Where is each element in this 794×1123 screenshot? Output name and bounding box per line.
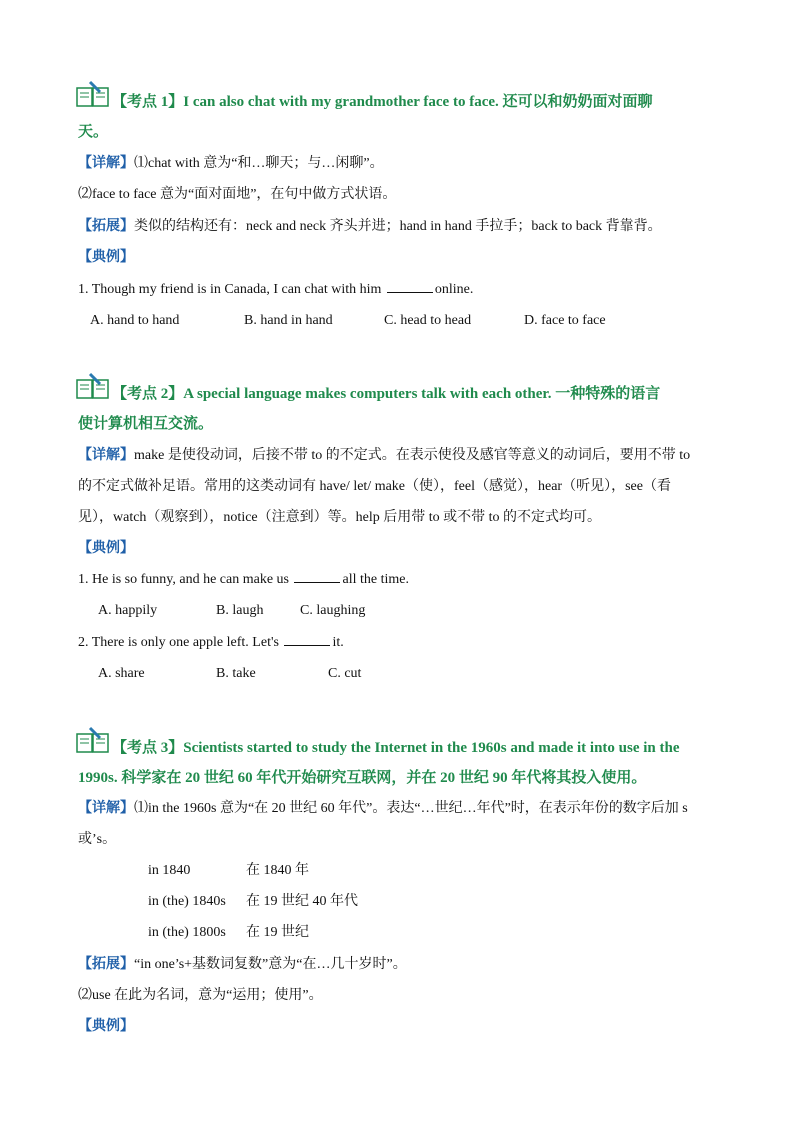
detail-label: 【详解】 (78, 156, 134, 171)
section1-detail-2: ⑵face to face 意为“面对面地”，在句中做方式状语。 (78, 187, 397, 202)
question-text-end: online. (434, 282, 474, 297)
section2-question-1 (78, 570, 409, 590)
table-row-en: in (the) 1840s (148, 894, 226, 909)
detail-text: make 是使役动词，后接不带 to 的不定式。在表示使役及感官等意义的动词后，要用不带 to (134, 448, 691, 463)
section2-detail-3: 见），watch（观察到），notice（注意到）等。help 后用带 to 或不带 to 的不定式均可。 (78, 510, 602, 525)
question-text: 2. There is only one apple left. Let's (78, 635, 283, 650)
answer-blank (294, 570, 340, 583)
table-row-zh: 在 19 世纪 40 年代 (246, 894, 358, 909)
detail-text: ⑴in the 1960s 意为“在 20 世纪 60 年代”。表达“…世纪…年代”时，在表示年份的数字后加 s (134, 801, 688, 816)
option-a: A. happily (98, 603, 158, 618)
section3-detail-3: ⑵use 在此为名词，意为“运用；使用”。 (78, 988, 323, 1003)
option-a: A. hand to hand (90, 313, 180, 328)
book-pencil-icon (76, 372, 110, 400)
section2-title-cont: 使计算机相互交流。 (78, 416, 214, 432)
option-b: B. hand in hand (244, 313, 333, 328)
expand-label: 【拓展】 (78, 219, 134, 234)
table-row-zh: 在 1840 年 (246, 863, 309, 878)
question-text: 1. He is so funny, and he can make us (78, 572, 293, 587)
section3-title: 【考点 3】Scientists started to study the Internet in the 1960s and made it into use in the (112, 740, 680, 756)
table-row-zh: 在 19 世纪 (246, 925, 309, 940)
detail-label: 【详解】 (78, 801, 134, 816)
option-c: C. laughing (300, 603, 366, 618)
section2-detail-2: 的不定式做补足语。常用的这类动词有 have/ let/ make（使），feel（感觉），hear（听见），see（看 (78, 479, 671, 494)
section3-title-cont: 1990s. 科学家在 20 世纪 60 年代开始研究互联网，并在 20 世纪 90 年代将其投入使用。 (78, 770, 647, 786)
question-text: 1. Though my friend is in Canada, I can chat with him (78, 282, 385, 297)
section3-detail-2: 或’s。 (78, 832, 117, 847)
detail-label: 【详解】 (78, 448, 134, 463)
expand-text: “in one’s+基数词复数”意为“在…几十岁时”。 (134, 957, 407, 972)
section3-detail-1 (78, 799, 688, 819)
book-pencil-icon (76, 726, 110, 754)
section1-title: 【考点 1】I can also chat with my grandmother face to face. 还可以和奶奶面对面聊 (112, 94, 653, 110)
question-text-end: it. (332, 635, 344, 650)
answer-blank (387, 280, 433, 293)
section2-detail-1 (78, 446, 690, 466)
option-d: D. face to face (524, 313, 606, 328)
answer-blank (284, 633, 330, 646)
table-row-en: in 1840 (148, 863, 191, 878)
expand-text: 类似的结构还有：neck and neck 齐头并进；hand in hand 手拉手；back to back 背靠背。 (134, 219, 662, 234)
section2-example-label: 【典例】 (78, 541, 134, 556)
option-c: C. head to head (384, 313, 472, 328)
detail-text: ⑴chat with 意为“和…聊天；与…闲聊”。 (134, 156, 384, 171)
option-c: C. cut (328, 666, 362, 681)
section1-example-label: 【典例】 (78, 250, 134, 265)
section2-question-2 (78, 633, 344, 653)
table-row-en: in (the) 1800s (148, 925, 226, 940)
section1-expand (78, 217, 662, 237)
section2-title: 【考点 2】A special language makes computers talk with each other. 一种特殊的语言 (112, 386, 661, 402)
book-pencil-icon (76, 80, 110, 108)
section1-question-1 (78, 280, 473, 300)
option-a: A. share (98, 666, 145, 681)
section3-expand (78, 955, 407, 975)
section3-example-label: 【典例】 (78, 1019, 134, 1034)
expand-label: 【拓展】 (78, 957, 134, 972)
section1-detail-1 (78, 154, 384, 174)
section1-title-cont: 天。 (78, 124, 109, 140)
option-b: B. take (216, 666, 256, 681)
question-text-end: all the time. (342, 572, 409, 587)
option-b: B. laugh (216, 603, 264, 618)
